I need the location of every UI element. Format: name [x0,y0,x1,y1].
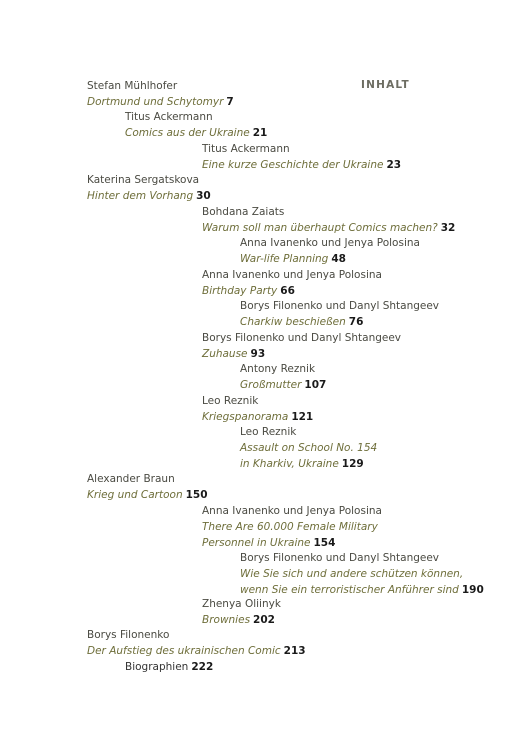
entry-page-number: 213 [283,645,306,657]
toc-entry [240,424,377,472]
entry-title-line-1: Assault on School No. 154 [240,442,378,454]
entry-page-number: 202 [253,614,275,626]
toc-entry [240,361,326,393]
entry-author: Bohdana Zaiats [202,206,285,218]
entry-page-number: 23 [386,159,402,171]
entry-page-number: 32 [440,222,456,234]
entry-title-line-2 [202,535,382,551]
entry-title-text: Kriegspanorama [202,411,289,423]
toc-entry [202,393,313,425]
entry-title [240,251,420,267]
toc-entry [202,596,281,628]
entry-title-text: Hinter dem Vorhang [87,190,194,202]
entry-author: Anna Ivanenko und Jenya Polosina [202,505,382,517]
entry-author: Titus Ackermann [202,143,290,155]
entry-author: Borys Filonenko und Danyl Shtangeev [202,332,402,344]
entry-page-number: 107 [304,379,327,391]
entry-author: Borys Filonenko [87,629,170,641]
entry-title-text: Warum soll man überhaupt Comics machen? [202,222,438,234]
entry-title [240,377,326,393]
entry-author: Antony Reznik [240,363,316,375]
toc-entry [202,330,401,362]
entry-page-number: 66 [280,285,295,297]
entry-author: Borys Filonenko und Danyl Shtangeev [240,552,440,564]
entry-author: Alexander Braun [87,473,175,485]
entry-author: Zhenya Oliinyk [202,598,281,610]
entry-title [202,409,313,425]
entry-author: Leo Reznik [240,426,297,438]
entry-title-text: Charkiw beschießen [240,316,346,328]
entry-page-number: 93 [250,348,266,360]
entry-title [202,157,401,173]
entry-page-number: 76 [348,316,364,328]
toc-entry [87,78,234,110]
entry-author: Titus Ackermann [125,111,213,123]
toc-entry [202,141,401,173]
entry-title-text: in Kharkiv, Ukraine [240,458,339,470]
entry-title-text: Eine kurze Geschichte der Ukraine [202,159,384,171]
entry-page-number: 121 [291,411,314,423]
entry-title [125,125,267,141]
entry-author: Leo Reznik [202,395,259,407]
entry-title [87,487,208,503]
entry-page-number: 21 [252,127,268,139]
toc-entry [87,471,208,503]
entry-title [202,220,455,236]
toc-entry [125,659,213,675]
entry-title-text: Der Aufstieg des ukrainischen Comic [87,645,281,657]
toc-entry [202,204,455,236]
entry-page-number: 154 [313,537,336,549]
entry-title-text: Krieg und Cartoon [87,489,183,501]
entry-page-number: 129 [341,458,364,470]
entry-title-text: Personnel in Ukraine [202,537,311,549]
entry-title-text: War-life Planning [240,253,329,265]
entry-title [87,94,234,110]
entry-title-text: wenn Sie ein terroristischer Anführer sind [240,584,459,596]
entry-title [240,314,439,330]
entry-title-text: Comics aus der Ukraine [125,127,250,139]
toc-entry [202,503,382,551]
toc-entry [240,550,484,598]
entry-title-text: Brownies [202,614,251,626]
entry-author: Anna Ivanenko und Jenya Polosina [202,269,382,281]
entry-page-number: 150 [185,489,208,501]
entry-title-text: Birthday Party [202,285,278,297]
entry-title-line-2 [240,456,377,472]
entry-page-number: 222 [191,661,214,673]
toc-entry [240,235,420,267]
entry-title [87,643,306,659]
entry-page-number: 48 [331,253,346,265]
toc-header: INHALT [361,79,410,91]
entry-page-number: 7 [226,96,234,108]
entry-title [125,659,213,675]
entry-author: Anna Ivanenko und Jenya Polosina [240,237,420,249]
entry-author: Katerina Sergatskova [87,174,200,186]
entry-title-text: Dortmund und Schytomyr [87,96,224,108]
entry-title-text: Großmutter [240,379,302,391]
toc-entry [125,109,267,141]
entry-author: Borys Filonenko und Danyl Shtangeev [240,300,440,312]
entry-page-number: 30 [196,190,211,202]
entry-title-text: Zuhause [202,348,248,360]
entry-title-text: Biographien [125,661,189,673]
entry-title-line-1: There Are 60.000 Female Military [202,521,378,533]
entry-title [202,283,382,299]
toc-entry [87,172,211,204]
entry-title-line-1: Wie Sie sich und andere schützen können, [240,568,464,580]
entry-title [87,188,211,204]
toc-entry [240,298,439,330]
toc-entry [202,267,382,299]
entry-page-number: 190 [461,584,484,596]
entry-title [202,612,281,628]
entry-title [202,346,401,362]
toc-entry [87,627,306,659]
entry-author: Stefan Mühlhofer [87,80,178,92]
